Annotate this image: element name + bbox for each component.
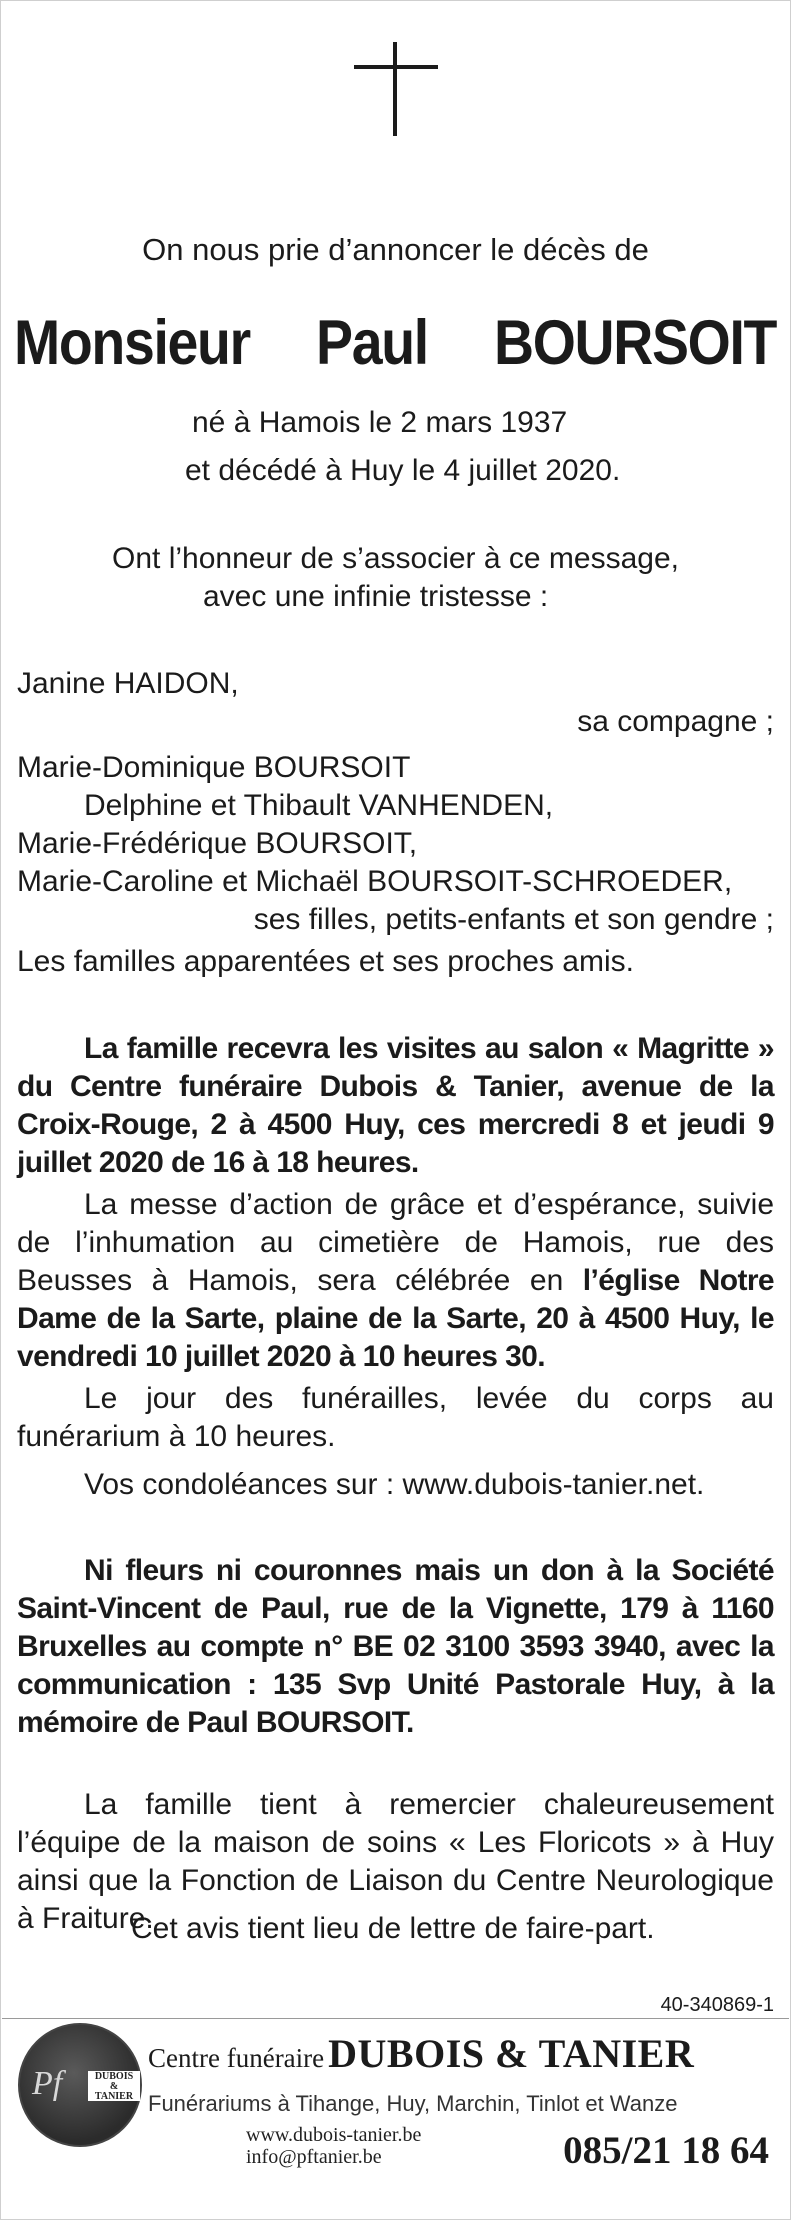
family-member: Marie-Frédérique BOURSOIT, bbox=[17, 827, 418, 860]
logo-text-line: DUBOIS bbox=[94, 2071, 134, 2082]
funeral-home-logo bbox=[18, 2023, 142, 2147]
contact-block bbox=[246, 2124, 421, 2168]
website-link[interactable]: www.dubois-tanier.be bbox=[246, 2124, 422, 2146]
associate-line-1: Ont l’honneur de s’associer à ce message, bbox=[112, 542, 679, 575]
reference-number: 40-340869-1 bbox=[660, 1994, 774, 2016]
logo-text-line: TANIER bbox=[94, 2091, 134, 2102]
donation-text: Ni fleurs ni couronnes mais un don à la Société Saint-Vincent de Paul, rue de la Vignette, 179 à 1160 Bruxelles au compte n° BE 02 3100 3593 3940, avec la communication : 135 Svp Unité Pastorale Huy, à la mémoire de Paul BOURSOIT. bbox=[17, 1554, 774, 1739]
logo-monogram: Pf bbox=[32, 2065, 63, 2102]
logo-text-line: & bbox=[109, 2081, 119, 2092]
phone-number[interactable]: 085/21 18 64 bbox=[563, 2129, 769, 2172]
associate-line-2: avec une infinie tristesse : bbox=[203, 580, 549, 613]
birth-line: né à Hamois le 2 mars 1937 bbox=[192, 406, 568, 439]
company-name: DUBOIS & TANIER bbox=[328, 2031, 695, 2076]
email-link[interactable]: info@pftanier.be bbox=[246, 2146, 382, 2168]
mass-paragraph bbox=[17, 1186, 774, 1376]
family-member: Marie-Dominique BOURSOIT bbox=[17, 751, 411, 784]
funerariums-line: Funérariums à Tihange, Huy, Marchin, Tinlot et Wanze bbox=[148, 2091, 678, 2116]
funeral-day-text: Le jour des funérailles, levée du corps au funérarium à 10 heures. bbox=[17, 1382, 774, 1453]
logo-badge bbox=[88, 2071, 140, 2101]
visits-paragraph bbox=[17, 1030, 774, 1182]
company-heading bbox=[148, 2030, 694, 2077]
condolences-text: Vos condoléances sur : www.dubois-tanier.net. bbox=[84, 1468, 705, 1501]
family-member: Marie-Caroline et Michaël BOURSOIT-SCHROEDER, bbox=[17, 865, 733, 898]
mass-text: La messe d’action de grâce et d’espérance, suivie de l’inhumation au cimetière de Hamois, rue des Beusses à Hamois, sera célébrée en bbox=[17, 1188, 774, 1297]
children-role: ses filles, petits-enfants et son gendre ; bbox=[253, 903, 774, 936]
thanks-text: La famille tient à remercier chaleureusement l’équipe de la maison de soins « Les Floricots » à Huy ainsi que la Fonction de Liaison du Centre Neurologique à Fraiture. bbox=[17, 1788, 774, 1935]
cross-icon bbox=[354, 42, 438, 136]
partner-name: Janine HAIDON, bbox=[17, 667, 239, 700]
closing-line: Cet avis tient lieu de lettre de faire-part. bbox=[131, 1912, 655, 1945]
other-family: Les familles apparentées et ses proches amis. bbox=[17, 945, 634, 978]
death-line: et décédé à Huy le 4 juillet 2020. bbox=[185, 454, 621, 487]
intro-line: On nous prie d’annoncer le décès de bbox=[142, 232, 649, 267]
centre-label: Centre funéraire bbox=[148, 2043, 325, 2073]
mass-location: l’église Notre Dame de la Sarte, plaine de la Sarte, 20 à 4500 Huy, le vendredi 10 juillet 2020 à 10 heures 30. bbox=[17, 1264, 774, 1373]
visits-text: La famille recevra les visites au salon « Magritte » du Centre funéraire Dubois & Tanier, avenue de la Croix-Rouge, 2 à 4500 Huy, ces mercredi 8 et jeudi 9 juillet 2020 de 16 à 18 heures. bbox=[17, 1032, 774, 1179]
donation-paragraph bbox=[17, 1552, 774, 1742]
family-member: Delphine et Thibault VANHENDEN, bbox=[84, 789, 554, 822]
condolences-line bbox=[17, 1466, 774, 1504]
funeral-day-paragraph bbox=[17, 1380, 774, 1456]
deceased-name: Monsieur Paul BOURSOIT bbox=[14, 308, 777, 378]
footer-divider bbox=[2, 2018, 789, 2019]
partner-role: sa compagne ; bbox=[577, 705, 774, 738]
